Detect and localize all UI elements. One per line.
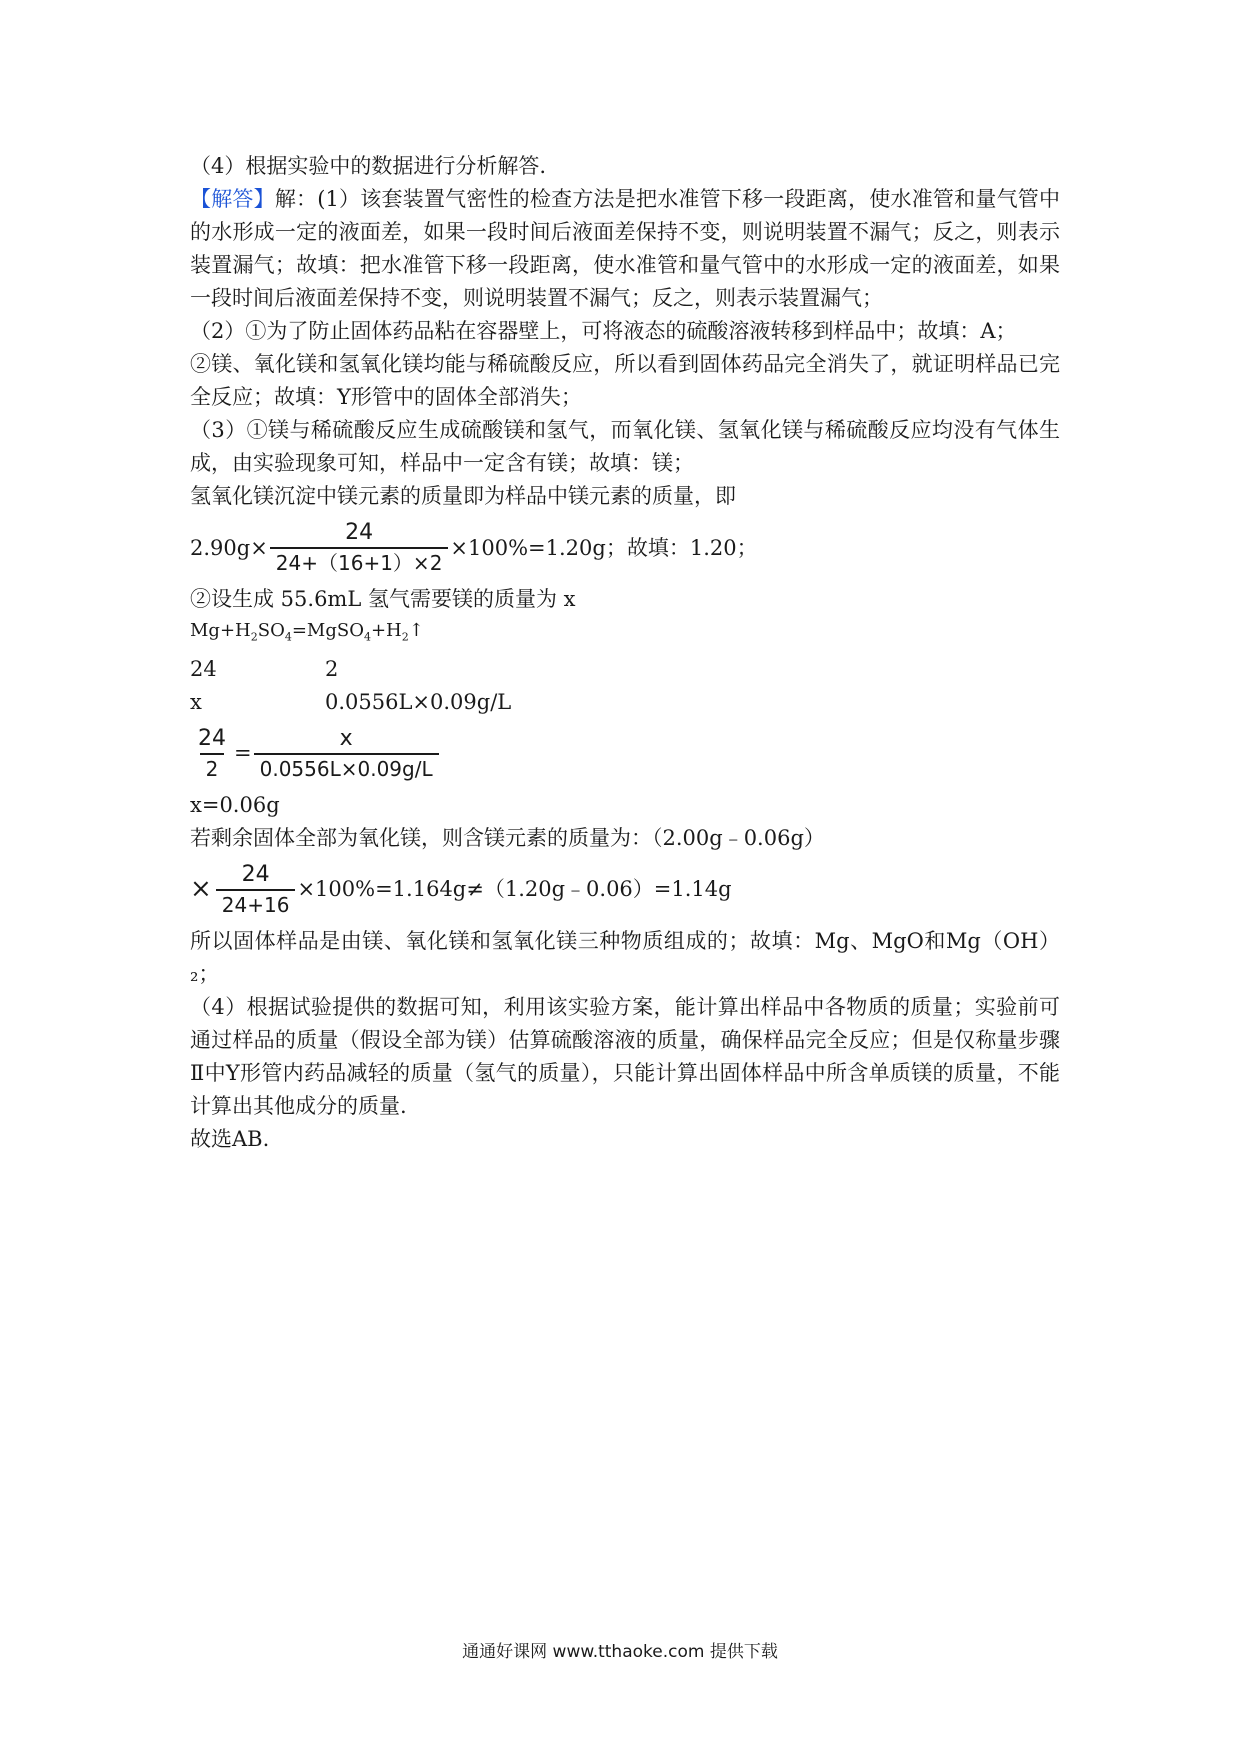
eq1-suffix: ×100%=1.20g；故填：1.20； xyxy=(450,535,758,560)
hydrogen-setup: ②设生成 55.6mL 氢气需要镁的质量为 x xyxy=(190,587,576,611)
remaining-solid-assumption: 若剩余固体全部为氧化镁，则含镁元素的质量为：（2.00g﹣0.06g） xyxy=(190,825,825,850)
answer-tag: 【解答】 xyxy=(190,187,275,211)
answer-part-4: （4）根据试验提供的数据可知，利用该实验方案，能计算出样品中各物质的质量；实验前可通过样品的质量（假设全部为镁）估算硫酸溶液的质量，确保样品完全反应；但是仅称量步骤Ⅱ中Y形管内药品减轻的质量（氢气的质量），只能计算出固体样品中所含单质镁的质量，不能计算出其他成分的质量. xyxy=(190,994,1060,1118)
reaction-so: SO xyxy=(257,620,285,641)
ratio-row-molar xyxy=(190,653,1060,686)
magnesium-mass-intro: 氢氧化镁沉淀中镁元素的质量即为样品中镁元素的质量，即 xyxy=(190,484,736,508)
eq2-fraction-right xyxy=(254,725,439,783)
final-choice: 故选AB. xyxy=(190,1126,270,1151)
equation-proportion xyxy=(190,725,1060,783)
eq3-suffix: ×100%=1.164g≠（1.20g﹣0.06）=1.14g xyxy=(297,877,732,902)
eq3-fraction xyxy=(216,861,296,919)
eq3-denominator: 24+16 xyxy=(216,889,296,919)
eq2-equals: = xyxy=(234,741,252,766)
reaction-sub-3: 4 xyxy=(363,630,371,644)
eq2-denominator-right: 0.0556L×0.09g/L xyxy=(254,753,439,783)
eq1-numerator: 24 xyxy=(345,520,374,545)
solution-content xyxy=(190,150,1060,1156)
eq2-numerator-right: x xyxy=(339,725,353,751)
eq2-numerator-left: 24 xyxy=(198,725,226,751)
answer-part-2a: （2）①为了防止固体药品粘在容器壁上，可将液态的硫酸溶液转移到样品中；故填：A； xyxy=(190,319,1017,343)
ratio-row2-left: x xyxy=(190,689,202,714)
answer-part-2b: ②镁、氧化镁和氢氧化镁均能与稀硫酸反应，所以看到固体药品完全消失了，就证明样品已完全反应；故填：Y形管中的固体全部消失； xyxy=(190,352,1060,409)
eq2-denominator-left: 2 xyxy=(200,753,225,783)
reaction-eq: =MgSO xyxy=(291,620,364,641)
answer-part-1-text: 解：(1）该套装置气密性的检查方法是把水准管下移一段距离，使水准管和量气管中的水形成一定的液面差，如果一段时间后液面差保持不变，则说明装置不漏气；反之，则表示装置漏气；故填：把水准管下移一段距离，使水准管和量气管中的水形成一定的液面差，如果一段时间后液面差保持不变，则说明装置不漏气；反之，则表示装置漏气； xyxy=(190,187,1060,310)
eq2-fraction-left xyxy=(192,725,232,783)
eq1-prefix: 2.90g× xyxy=(190,535,268,560)
ratio-row2-right: 0.0556L×0.09g/L xyxy=(325,689,512,714)
reaction-h: +H xyxy=(370,620,402,641)
eq1-denominator: 24+（16+1）×2 xyxy=(270,547,449,577)
reaction-sub-4: 2 xyxy=(401,630,409,644)
reaction-sub-2: 4 xyxy=(284,630,292,644)
analysis-point-4: （4）根据实验中的数据进行分析解答. xyxy=(190,154,547,178)
ratio-row1-left: 24 xyxy=(190,656,217,681)
page-footer: 通通好课网 www.tthaoke.com 提供下载 xyxy=(462,1642,778,1662)
ratio-row-actual xyxy=(190,686,1060,719)
chemical-equation xyxy=(190,616,1060,653)
eq3-prefix: × xyxy=(190,874,212,905)
eq1-fraction xyxy=(270,519,449,577)
equation-magnesium-oxide xyxy=(190,861,1060,919)
reaction-arrow: ↑ xyxy=(408,620,424,641)
x-result: x=0.06g xyxy=(190,792,280,817)
reaction-mg: Mg+H xyxy=(190,620,251,641)
ratio-row1-right: 2 xyxy=(325,656,339,681)
eq3-numerator: 24 xyxy=(241,861,270,887)
composition-conclusion: 所以固体样品是由镁、氧化镁和氢氧化镁三种物质组成的；故填：Mg、MgO和Mg（OH）₂； xyxy=(190,928,1060,986)
answer-part-3a: （3）①镁与稀硫酸反应生成硫酸镁和氢气，而氧化镁、氢氧化镁与稀硫酸反应均没有气体生成，由实验现象可知，样品中一定含有镁；故填：镁； xyxy=(190,418,1060,475)
equation-magnesium-mass xyxy=(190,519,1060,577)
answer-paragraph-1 xyxy=(190,183,1060,315)
reaction-sub-1: 2 xyxy=(250,630,258,644)
